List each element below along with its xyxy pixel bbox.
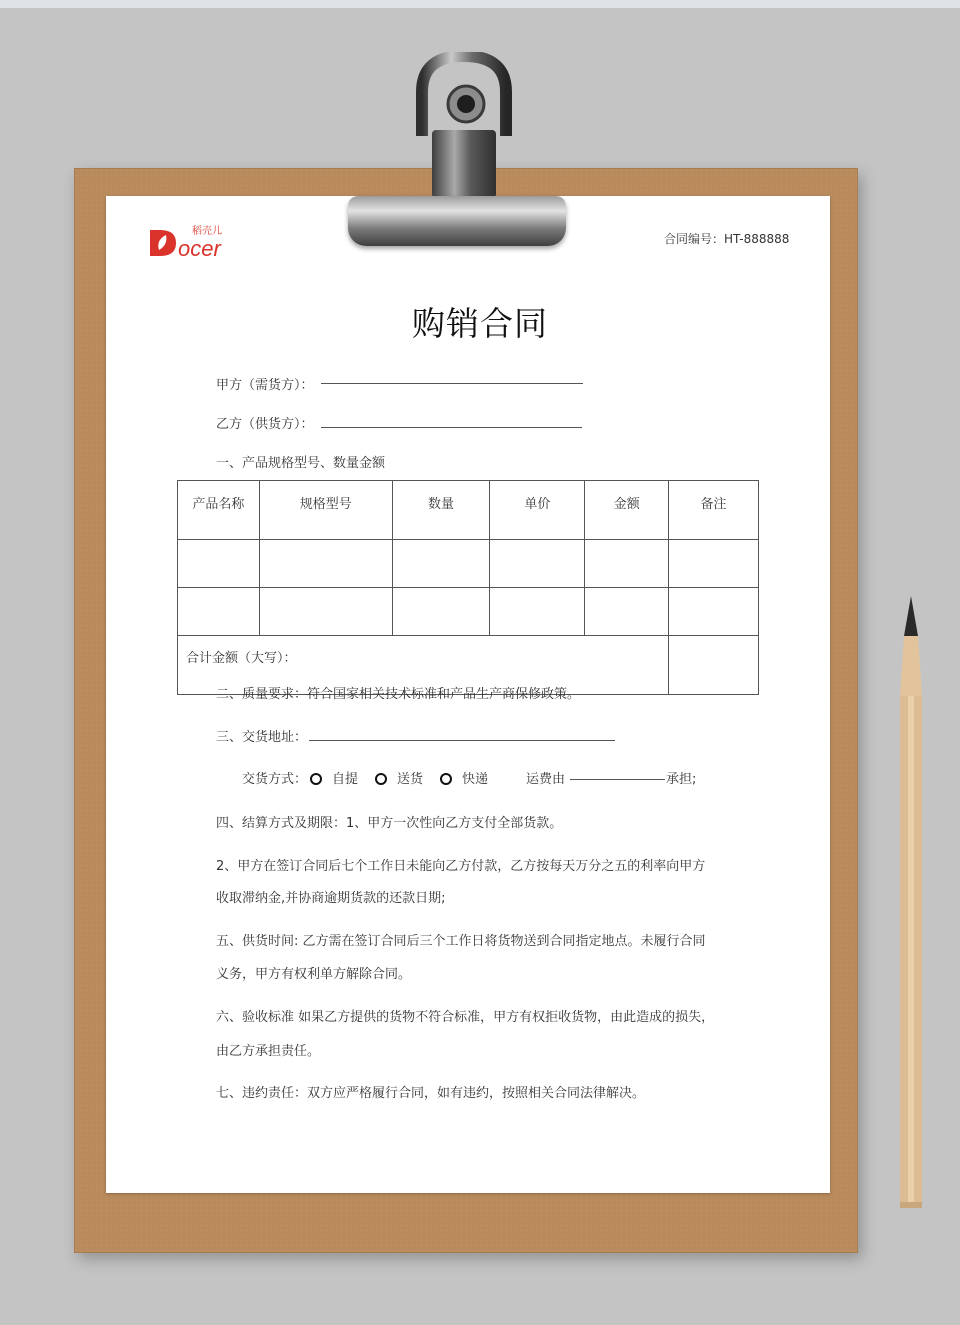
col-header: 产品名称 [178, 481, 260, 540]
option-label: 快递 [462, 772, 489, 787]
option-express[interactable] [440, 768, 488, 787]
section-7-liability: 七、违约责任：双方应严格履行合同，如有违约，按照相关合同法律解决。 [216, 1086, 646, 1101]
total-amount-cell[interactable] [669, 636, 759, 695]
col-header: 金额 [585, 481, 669, 540]
section-3-label: 三、交货地址： [216, 730, 308, 745]
table-cell[interactable] [392, 588, 490, 636]
top-strip [0, 0, 960, 8]
svg-text:ocer: ocer [178, 236, 221, 258]
svg-text:稻壳儿: 稻壳儿 [192, 226, 222, 237]
section-2-quality: 二、质量要求：符合国家相关技术标准和产品生产商保修政策。 [216, 687, 581, 702]
radio-icon [440, 773, 452, 785]
table-cell[interactable] [490, 540, 585, 588]
option-label: 送货 [397, 772, 424, 787]
goods-table [177, 480, 759, 695]
col-header: 单价 [490, 481, 585, 540]
clip-neck [432, 130, 496, 198]
option-delivery[interactable] [375, 768, 423, 787]
docer-logo [146, 218, 230, 258]
delivery-method-label: 交货方式： [242, 772, 308, 787]
section-1-title: 一、产品规格型号、数量金额 [216, 456, 386, 471]
table-cell[interactable] [585, 540, 669, 588]
table-cell[interactable] [259, 540, 392, 588]
section-5-line-2: 义务，甲方有权利单方解除合同。 [216, 967, 412, 982]
table-cell[interactable] [669, 588, 759, 636]
section-4-2-line-2: 收取滞纳金,并协商逾期货款的还款日期; [216, 891, 446, 906]
table-cell[interactable] [585, 588, 669, 636]
table-header-row [178, 481, 759, 540]
clip-base [348, 196, 566, 246]
col-header: 数量 [392, 481, 490, 540]
delivery-address-field[interactable] [309, 740, 615, 741]
party-b-label: 乙方（供货方）： [216, 417, 314, 432]
table-cell[interactable] [259, 588, 392, 636]
col-header: 规格型号 [259, 481, 392, 540]
table-cell[interactable] [392, 540, 490, 588]
contract-number-value: HT-888888 [724, 232, 790, 246]
contract-number [664, 230, 789, 247]
table-cell[interactable] [669, 540, 759, 588]
radio-icon [375, 773, 387, 785]
section-4-settlement: 四、结算方式及期限：1、甲方一次性向乙方支付全部货款。 [216, 816, 563, 831]
radio-icon [310, 773, 322, 785]
freight-prefix: 运费由 [526, 772, 566, 787]
table-cell[interactable] [490, 588, 585, 636]
binder-clip-icon [416, 52, 512, 142]
party-a-label: 甲方（需货方）： [216, 378, 314, 393]
table-cell[interactable] [178, 588, 260, 636]
party-a-field[interactable] [321, 383, 583, 384]
table-row [178, 540, 759, 588]
section-6-line-1: 六、验收标准 如果乙方提供的货物不符合标准，甲方有权拒收货物，由此造成的损失， [216, 1010, 715, 1025]
section-6-line-2: 由乙方承担责任。 [216, 1044, 321, 1059]
section-4-2-line-1: 2、甲方在签订合同后七个工作日未能向乙方付款，乙方按每天万分之五的利率向甲方 [216, 859, 706, 874]
party-b-field[interactable] [321, 427, 582, 428]
total-amount-label: 合计金额（大写）： [178, 636, 669, 695]
option-self-pickup[interactable] [310, 768, 358, 787]
freight-suffix: 承担; [666, 772, 697, 787]
table-row [178, 588, 759, 636]
page-title: 购销合同 [412, 304, 548, 343]
option-label: 自提 [332, 772, 359, 787]
contract-number-label: 合同编号： [664, 232, 725, 246]
col-header: 备注 [669, 481, 759, 540]
pencil-icon [896, 596, 926, 1208]
section-5-line-1: 五、供货时间: 乙方需在签订合同后三个工作日将货物送到合同指定地点。未履行合同 [216, 934, 706, 949]
table-cell[interactable] [178, 540, 260, 588]
freight-payer-field[interactable] [570, 779, 665, 780]
